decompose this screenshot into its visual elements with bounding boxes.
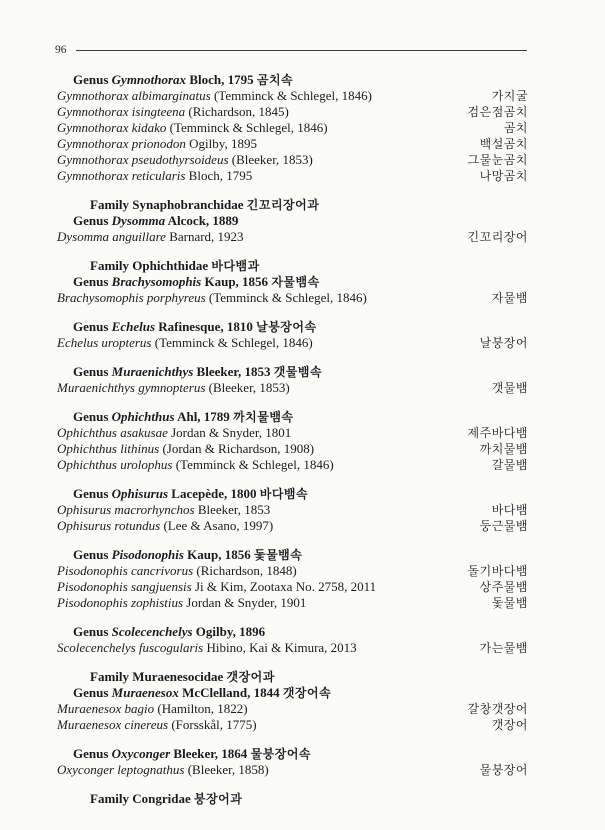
genus-header-row bbox=[57, 319, 528, 335]
genus-prefix: Genus bbox=[73, 319, 109, 334]
family-header-row bbox=[57, 669, 528, 685]
genus-prefix: Genus bbox=[73, 409, 109, 424]
page-header bbox=[55, 44, 527, 56]
family-prefix: Family bbox=[90, 197, 129, 212]
family-prefix: Family bbox=[90, 258, 129, 273]
genus-prefix: Genus bbox=[73, 685, 109, 700]
species-authority: (Bleeker, 1853) bbox=[231, 152, 313, 167]
taxon-block bbox=[57, 72, 528, 184]
species-entry bbox=[57, 518, 273, 533]
species-row bbox=[57, 335, 528, 351]
genus-header-row bbox=[57, 486, 528, 502]
family-prefix: Family bbox=[90, 669, 129, 684]
species-korean-name: 검은점곰치 bbox=[467, 105, 528, 119]
family-header-row bbox=[57, 791, 528, 807]
header-rule bbox=[76, 50, 528, 51]
species-authority: Bloch, 1795 bbox=[188, 168, 253, 183]
genus-header-row bbox=[57, 364, 528, 380]
species-latin-name: Gymnothorax kidako bbox=[57, 120, 167, 135]
species-entry bbox=[57, 380, 290, 395]
species-korean-name: 곰치 bbox=[503, 121, 528, 135]
species-row bbox=[57, 120, 528, 136]
species-korean-name: 돛물뱀 bbox=[491, 596, 528, 610]
species-entry bbox=[57, 290, 367, 305]
species-entry bbox=[57, 168, 252, 183]
species-entry bbox=[57, 762, 269, 777]
genus-authority: Kaup, 1856 bbox=[204, 274, 269, 289]
species-latin-name: Pisodonophis zophistius bbox=[57, 595, 184, 610]
species-latin-name: Scolecenchelys fuscogularis bbox=[57, 640, 204, 655]
species-authority: Ogilby, 1895 bbox=[189, 136, 257, 151]
species-authority: Barnard, 1923 bbox=[169, 229, 244, 244]
species-latin-name: Gymnothorax isingteena bbox=[57, 104, 186, 119]
genus-header-row bbox=[57, 624, 528, 640]
species-row bbox=[57, 441, 528, 457]
species-korean-name: 가지굴 bbox=[491, 89, 528, 103]
species-row bbox=[57, 457, 528, 473]
species-latin-name: Ophisurus rotundus bbox=[57, 518, 161, 533]
genus-prefix: Genus bbox=[73, 486, 109, 501]
species-authority: (Temminck & Schlegel, 1846) bbox=[213, 88, 372, 103]
species-korean-name: 갯물뱀 bbox=[491, 381, 528, 395]
family-korean-name: 긴꼬리장어과 bbox=[246, 198, 320, 212]
species-korean-name: 까치물뱀 bbox=[479, 442, 528, 456]
species-authority: (Bleeker, 1858) bbox=[187, 762, 269, 777]
genus-korean-name: 자물뱀속 bbox=[271, 275, 320, 289]
family-latin-name: Synaphobranchidae bbox=[132, 197, 244, 212]
species-authority: (Lee & Asano, 1997) bbox=[163, 518, 274, 533]
species-latin-name: Gymnothorax pseudothyrsoideus bbox=[57, 152, 229, 167]
species-korean-name: 백설곰치 bbox=[479, 137, 528, 151]
genus-header-row bbox=[57, 274, 528, 290]
taxon-block bbox=[57, 319, 528, 351]
species-row bbox=[57, 563, 528, 579]
species-row bbox=[57, 136, 528, 152]
genus-header-row bbox=[57, 72, 528, 88]
species-korean-name: 갈창갯장어 bbox=[467, 702, 528, 716]
species-latin-name: Muraenesox cinereus bbox=[57, 717, 169, 732]
genus-korean-name: 갯장어속 bbox=[282, 686, 332, 700]
family-korean-name: 갯장어과 bbox=[226, 670, 275, 684]
genus-authority: Bleeker, 1853 bbox=[196, 364, 271, 379]
species-korean-name: 제주바다뱀 bbox=[467, 426, 528, 440]
species-authority: (Temminck & Schlegel, 1846) bbox=[208, 290, 367, 305]
species-entry bbox=[57, 563, 297, 578]
taxon-block bbox=[57, 197, 528, 245]
species-entry bbox=[57, 120, 328, 135]
species-row bbox=[57, 502, 528, 518]
species-authority: (Richardson, 1848) bbox=[196, 563, 297, 578]
genus-latin-name: Oxyconger bbox=[111, 746, 171, 761]
species-latin-name: Ophichthus lithinus bbox=[57, 441, 160, 456]
genus-latin-name: Brachysomophis bbox=[111, 274, 202, 289]
family-header-row bbox=[57, 258, 528, 274]
genus-header-row bbox=[57, 685, 528, 701]
species-entry bbox=[57, 502, 270, 517]
species-entry bbox=[57, 457, 334, 472]
species-latin-name: Gymnothorax reticularis bbox=[57, 168, 186, 183]
genus-latin-name: Ophichthus bbox=[111, 409, 175, 424]
species-row bbox=[57, 518, 528, 534]
species-authority: Ji & Kim, Zootaxa No. 2758, 2011 bbox=[194, 579, 377, 594]
taxon-block bbox=[57, 791, 528, 807]
genus-authority: Kaup, 1856 bbox=[187, 547, 251, 562]
taxon-block bbox=[57, 746, 528, 778]
taxonomic-checklist bbox=[57, 72, 528, 807]
species-authority: (Temminck & Schlegel, 1846) bbox=[154, 335, 313, 350]
genus-authority: Ogilby, 1896 bbox=[195, 624, 266, 639]
family-prefix: Family bbox=[90, 791, 129, 806]
species-authority: Jordan & Snyder, 1901 bbox=[186, 595, 307, 610]
species-authority: (Temminck & Schlegel, 1846) bbox=[175, 457, 334, 472]
species-korean-name: 둥근물뱀 bbox=[479, 519, 528, 533]
species-entry bbox=[57, 136, 257, 151]
species-row bbox=[57, 762, 528, 778]
taxon-block bbox=[57, 624, 528, 656]
genus-authority: McClelland, 1844 bbox=[182, 685, 280, 700]
genus-prefix: Genus bbox=[73, 547, 109, 562]
genus-korean-name: 바다뱀속 bbox=[259, 487, 309, 501]
family-korean-name: 붕장어과 bbox=[194, 792, 243, 806]
genus-korean-name: 돛물뱀속 bbox=[253, 548, 303, 562]
family-latin-name: Congridae bbox=[132, 791, 191, 806]
species-korean-name: 돌기바다뱀 bbox=[467, 564, 528, 578]
genus-header-row bbox=[57, 409, 528, 425]
genus-prefix: Genus bbox=[73, 213, 109, 228]
species-entry bbox=[57, 441, 314, 456]
genus-header-row bbox=[57, 746, 528, 762]
taxon-block bbox=[57, 409, 528, 473]
species-entry bbox=[57, 335, 313, 350]
species-entry bbox=[57, 717, 257, 732]
species-latin-name: Ophichthus urolophus bbox=[57, 457, 173, 472]
species-authority: (Temminck & Schlegel, 1846) bbox=[169, 120, 328, 135]
genus-latin-name: Muraenesox bbox=[111, 685, 179, 700]
species-entry bbox=[57, 640, 357, 655]
genus-latin-name: Scolecenchelys bbox=[111, 624, 193, 639]
species-korean-name: 자물뱀 bbox=[491, 291, 528, 305]
genus-latin-name: Gymnothorax bbox=[111, 72, 187, 87]
species-row bbox=[57, 595, 528, 611]
genus-latin-name: Ophisurus bbox=[111, 486, 169, 501]
genus-header-row bbox=[57, 547, 528, 563]
species-entry bbox=[57, 701, 248, 716]
taxon-block bbox=[57, 364, 528, 396]
species-authority: (Jordan & Richardson, 1908) bbox=[162, 441, 315, 456]
genus-korean-name: 까치물뱀속 bbox=[233, 410, 294, 424]
species-row bbox=[57, 579, 528, 595]
species-row bbox=[57, 168, 528, 184]
genus-korean-name: 갯물뱀속 bbox=[273, 365, 323, 379]
taxon-block bbox=[57, 669, 528, 733]
species-entry bbox=[57, 595, 306, 610]
species-entry bbox=[57, 104, 289, 119]
species-latin-name: Gymnothorax prionodon bbox=[57, 136, 186, 151]
species-entry bbox=[57, 425, 291, 440]
species-authority: (Forsskål, 1775) bbox=[171, 717, 257, 732]
genus-authority: Bleeker, 1864 bbox=[173, 746, 248, 761]
species-row bbox=[57, 380, 528, 396]
species-row bbox=[57, 640, 528, 656]
genus-authority: Rafinesque, 1810 bbox=[158, 319, 253, 334]
species-latin-name: Oxyconger leptognathus bbox=[57, 762, 185, 777]
taxon-block bbox=[57, 486, 528, 534]
species-korean-name: 물붕장어 bbox=[479, 763, 528, 777]
family-korean-name: 바다뱀과 bbox=[211, 259, 260, 273]
genus-latin-name: Dysomma bbox=[111, 213, 166, 228]
species-korean-name: 그물눈곰치 bbox=[467, 153, 528, 167]
species-entry bbox=[57, 579, 376, 594]
species-latin-name: Muraenesox bagio bbox=[57, 701, 155, 716]
species-row bbox=[57, 229, 528, 245]
genus-prefix: Genus bbox=[73, 364, 109, 379]
species-korean-name: 갯장어 bbox=[491, 718, 528, 732]
species-row bbox=[57, 104, 528, 120]
genus-authority: Ahl, 1789 bbox=[177, 409, 230, 424]
genus-latin-name: Echelus bbox=[111, 319, 155, 334]
species-row bbox=[57, 425, 528, 441]
genus-latin-name: Pisodonophis bbox=[111, 547, 184, 562]
genus-prefix: Genus bbox=[73, 624, 109, 639]
genus-authority: Lacepède, 1800 bbox=[171, 486, 257, 501]
species-latin-name: Brachysomophis porphyreus bbox=[57, 290, 206, 305]
species-korean-name: 바다뱀 bbox=[491, 503, 528, 517]
species-latin-name: Muraenichthys gymnopterus bbox=[57, 380, 206, 395]
species-row bbox=[57, 152, 528, 168]
species-korean-name: 나망곰치 bbox=[479, 169, 528, 183]
taxon-block bbox=[57, 258, 528, 306]
genus-korean-name: 물붕장어속 bbox=[250, 747, 312, 761]
family-latin-name: Muraenesocidae bbox=[132, 669, 224, 684]
genus-korean-name: 날붕장어속 bbox=[256, 320, 317, 334]
species-latin-name: Pisodonophis sangjuensis bbox=[57, 579, 192, 594]
species-latin-name: Ophichthus asakusae bbox=[57, 425, 168, 440]
species-authority: Bleeker, 1853 bbox=[197, 502, 271, 517]
taxon-block bbox=[57, 547, 528, 611]
genus-authority: Alcock, 1889 bbox=[167, 213, 239, 228]
genus-header-row bbox=[57, 213, 528, 229]
species-row bbox=[57, 701, 528, 717]
species-latin-name: Echelus uropterus bbox=[57, 335, 152, 350]
genus-korean-name: 곰치속 bbox=[256, 73, 294, 87]
species-authority: (Richardson, 1845) bbox=[188, 104, 289, 119]
genus-prefix: Genus bbox=[73, 746, 109, 761]
species-latin-name: Ophisurus macrorhynchos bbox=[57, 502, 195, 517]
species-row bbox=[57, 88, 528, 104]
species-latin-name: Gymnothorax albimarginatus bbox=[57, 88, 211, 103]
genus-latin-name: Muraenichthys bbox=[111, 364, 194, 379]
genus-prefix: Genus bbox=[73, 274, 109, 289]
genus-authority: Bloch, 1795 bbox=[189, 72, 254, 87]
species-korean-name: 갈물뱀 bbox=[491, 458, 528, 472]
species-authority: (Hamilton, 1822) bbox=[157, 701, 248, 716]
page-number: 96 bbox=[55, 44, 67, 56]
species-authority: Hibino, Kai & Kimura, 2013 bbox=[206, 640, 357, 655]
species-entry bbox=[57, 88, 372, 103]
family-header-row bbox=[57, 197, 528, 213]
species-korean-name: 가는물뱀 bbox=[479, 641, 528, 655]
species-korean-name: 날붕장어 bbox=[479, 336, 528, 350]
family-latin-name: Ophichthidae bbox=[132, 258, 209, 273]
species-latin-name: Pisodonophis cancrivorus bbox=[57, 563, 194, 578]
species-entry bbox=[57, 229, 244, 244]
species-latin-name: Dysomma anguillare bbox=[57, 229, 166, 244]
species-authority: Jordan & Snyder, 1801 bbox=[171, 425, 292, 440]
species-row bbox=[57, 717, 528, 733]
species-entry bbox=[57, 152, 313, 167]
species-row bbox=[57, 290, 528, 306]
species-korean-name: 상주물뱀 bbox=[479, 580, 528, 594]
species-authority: (Bleeker, 1853) bbox=[208, 380, 290, 395]
species-korean-name: 긴꼬리장어 bbox=[467, 230, 528, 244]
genus-prefix: Genus bbox=[73, 72, 109, 87]
